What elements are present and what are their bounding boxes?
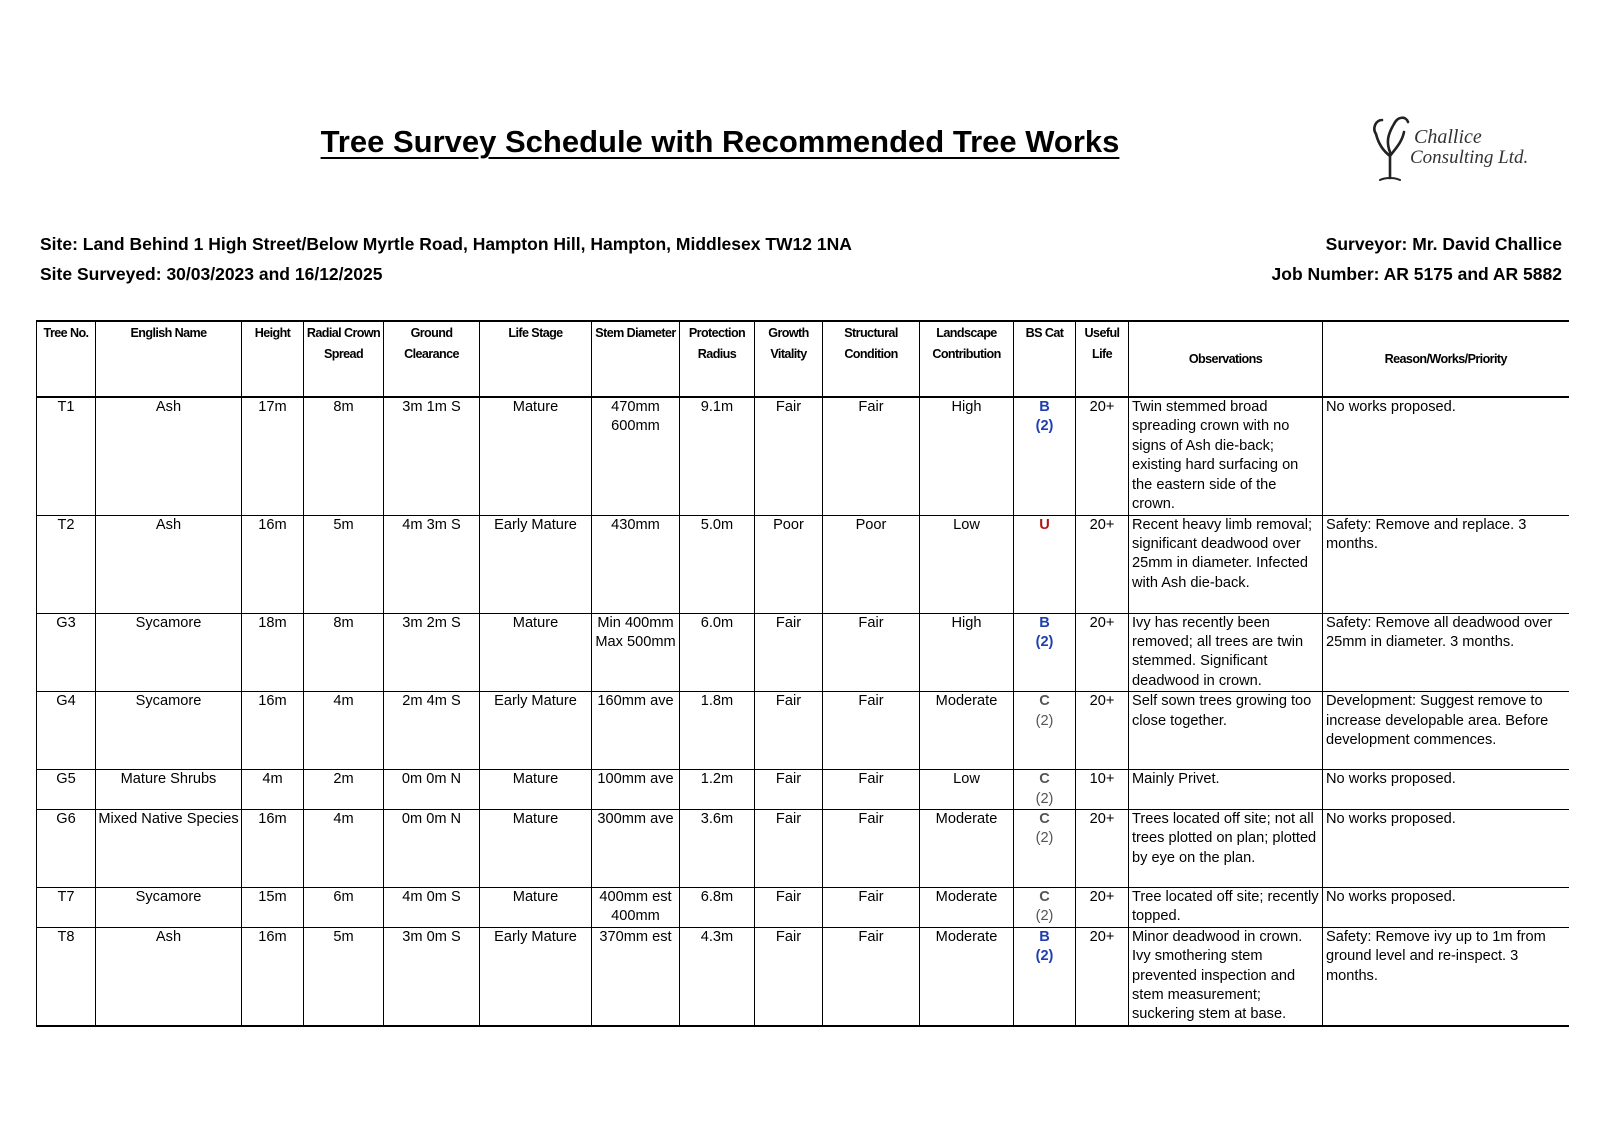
cell-life-stage: Early Mature [480, 692, 592, 770]
cell-life-stage: Mature [480, 809, 592, 887]
cell-structural-condition: Fair [823, 397, 920, 515]
cell-bs-cat [1014, 809, 1076, 887]
table-row [37, 770, 1569, 810]
cell-reason-works-priority: No works proposed. [1323, 397, 1569, 515]
cell-stem-diameter: 300mm ave [592, 809, 680, 887]
cell-landscape-contribution: Moderate [920, 927, 1014, 1026]
cell-life-stage: Early Mature [480, 515, 592, 613]
cell-radial-crown-spread: 2m [304, 770, 384, 810]
cell-structural-condition: Fair [823, 613, 920, 692]
cell-english-name: Ash [96, 927, 242, 1026]
cell-reason-works-priority: Safety: Remove all deadwood over 25mm in diameter. 3 months. [1323, 613, 1569, 692]
col-observations: Observations [1129, 321, 1323, 397]
cell-protection-radius: 3.6m [680, 809, 755, 887]
cell-radial-crown-spread: 6m [304, 887, 384, 927]
cell-life-stage: Early Mature [480, 927, 592, 1026]
cell-stem-diameter: 430mm [592, 515, 680, 613]
logo-line-2: Consulting Ltd. [1410, 147, 1529, 168]
cell-english-name: Ash [96, 515, 242, 613]
cell-protection-radius: 6.8m [680, 887, 755, 927]
cell-radial-crown-spread: 4m [304, 692, 384, 770]
cell-english-name: Sycamore [96, 692, 242, 770]
col-reason-works-priority: Reason/Works/Priority [1323, 321, 1569, 397]
cell-reason-works-priority: No works proposed. [1323, 887, 1569, 927]
bs-category: U [1039, 516, 1050, 533]
cell-bs-cat [1014, 515, 1076, 613]
col-growth-vitality: Growth Vitality [755, 321, 823, 397]
cell-useful-life: 20+ [1076, 397, 1129, 515]
cell-tree-no: T7 [37, 887, 96, 927]
table-header-row [37, 321, 1569, 397]
cell-observations: Minor deadwood in crown. Ivy smothering stem prevented inspection and stem measurement; suckering stem at base. [1129, 927, 1323, 1026]
cell-stem-diameter: 400mm est 400mm [592, 887, 680, 927]
cell-bs-cat [1014, 887, 1076, 927]
company-logo [1368, 112, 1548, 182]
cell-ground-clearance: 0m 0m N [384, 770, 480, 810]
bs-subcategory: (2) [1035, 633, 1054, 650]
cell-stem-diameter: 370mm est [592, 927, 680, 1026]
cell-observations: Trees located off site; not all trees plotted on plan; plotted by eye on the plan. [1129, 809, 1323, 887]
cell-protection-radius: 5.0m [680, 515, 755, 613]
cell-protection-radius: 6.0m [680, 613, 755, 692]
surveyor: Surveyor: Mr. David Challice [1325, 234, 1562, 254]
table-row [37, 397, 1569, 515]
cell-structural-condition: Fair [823, 692, 920, 770]
cell-stem-diameter: 100mm ave [592, 770, 680, 810]
page-title: Tree Survey Schedule with Recommended Tree Works [320, 124, 1120, 159]
cell-bs-cat [1014, 613, 1076, 692]
table-row [37, 692, 1569, 770]
cell-bs-cat [1014, 397, 1076, 515]
cell-useful-life: 10+ [1076, 770, 1129, 810]
cell-protection-radius: 1.8m [680, 692, 755, 770]
cell-english-name: Sycamore [96, 613, 242, 692]
cell-ground-clearance: 3m 2m S [384, 613, 480, 692]
cell-stem-diameter: 470mm 600mm [592, 397, 680, 515]
cell-height: 4m [242, 770, 304, 810]
cell-ground-clearance: 3m 1m S [384, 397, 480, 515]
cell-landscape-contribution: Low [920, 770, 1014, 810]
cell-height: 16m [242, 809, 304, 887]
cell-protection-radius: 9.1m [680, 397, 755, 515]
cell-growth-vitality: Poor [755, 515, 823, 613]
cell-tree-no: G3 [37, 613, 96, 692]
cell-observations: Twin stemmed broad spreading crown with no signs of Ash die-back; existing hard surfacing on the eastern side of the crown. [1129, 397, 1323, 515]
cell-english-name: Sycamore [96, 887, 242, 927]
cell-radial-crown-spread: 5m [304, 515, 384, 613]
col-bs-cat: BS Cat [1014, 321, 1076, 397]
cell-observations: Ivy has recently been removed; all trees are twin stemmed. Significant deadwood in crown. [1129, 613, 1323, 692]
col-useful-life: Useful Life [1076, 321, 1129, 397]
cell-structural-condition: Fair [823, 927, 920, 1026]
cell-english-name: Ash [96, 397, 242, 515]
bs-category: C [1039, 771, 1050, 788]
table-row [37, 887, 1569, 927]
cell-growth-vitality: Fair [755, 809, 823, 887]
site-address: Site: Land Behind 1 High Street/Below Myrtle Road, Hampton Hill, Hampton, Middlesex TW12 1NA [40, 234, 852, 254]
cell-protection-radius: 1.2m [680, 770, 755, 810]
bs-category: C [1039, 888, 1050, 905]
cell-landscape-contribution: High [920, 613, 1014, 692]
cell-landscape-contribution: Moderate [920, 809, 1014, 887]
col-protection-radius: Protection Radius [680, 321, 755, 397]
cell-english-name: Mature Shrubs [96, 770, 242, 810]
cell-landscape-contribution: Moderate [920, 887, 1014, 927]
cell-height: 16m [242, 927, 304, 1026]
table-row [37, 515, 1569, 613]
cell-radial-crown-spread: 8m [304, 397, 384, 515]
bs-category: C [1039, 810, 1050, 827]
cell-radial-crown-spread: 4m [304, 809, 384, 887]
cell-height: 18m [242, 613, 304, 692]
bs-subcategory: (2) [1035, 712, 1054, 729]
table-row [37, 809, 1569, 887]
cell-observations: Tree located off site; recently topped. [1129, 887, 1323, 927]
cell-ground-clearance: 2m 4m S [384, 692, 480, 770]
cell-landscape-contribution: Low [920, 515, 1014, 613]
cell-structural-condition: Poor [823, 515, 920, 613]
cell-reason-works-priority: No works proposed. [1323, 770, 1569, 810]
cell-bs-cat [1014, 692, 1076, 770]
bs-subcategory: (2) [1035, 418, 1054, 435]
site-surveyed-date: Site Surveyed: 30/03/2023 and 16/12/2025 [40, 264, 383, 284]
col-ground-clearance: Ground Clearance [384, 321, 480, 397]
cell-tree-no: T1 [37, 397, 96, 515]
cell-life-stage: Mature [480, 397, 592, 515]
cell-observations: Mainly Privet. [1129, 770, 1323, 810]
cell-observations: Recent heavy limb removal; significant deadwood over 25mm in diameter. Infected with Ash die-back. [1129, 515, 1323, 613]
cell-english-name: Mixed Native Species [96, 809, 242, 887]
col-life-stage: Life Stage [480, 321, 592, 397]
cell-tree-no: G6 [37, 809, 96, 887]
cell-useful-life: 20+ [1076, 887, 1129, 927]
cell-useful-life: 20+ [1076, 515, 1129, 613]
cell-life-stage: Mature [480, 613, 592, 692]
cell-radial-crown-spread: 5m [304, 927, 384, 1026]
bs-subcategory: (2) [1035, 908, 1054, 925]
cell-reason-works-priority: Safety: Remove ivy up to 1m from ground level and re-inspect. 3 months. [1323, 927, 1569, 1026]
col-landscape-contribution: Landscape Contribution [920, 321, 1014, 397]
table-row [37, 613, 1569, 692]
cell-observations: Self sown trees growing too close together. [1129, 692, 1323, 770]
cell-height: 16m [242, 515, 304, 613]
cell-growth-vitality: Fair [755, 927, 823, 1026]
cell-radial-crown-spread: 8m [304, 613, 384, 692]
cell-life-stage: Mature [480, 887, 592, 927]
logo-line-1: Challice [1414, 126, 1482, 148]
cell-height: 15m [242, 887, 304, 927]
col-radial-crown-spread: Radial Crown Spread [304, 321, 384, 397]
col-tree-no: Tree No. [37, 321, 96, 397]
cell-useful-life: 20+ [1076, 809, 1129, 887]
cell-reason-works-priority: Development: Suggest remove to increase developable area. Before development commences. [1323, 692, 1569, 770]
col-height: Height [242, 321, 304, 397]
cell-useful-life: 20+ [1076, 692, 1129, 770]
cell-reason-works-priority: Safety: Remove and replace. 3 months. [1323, 515, 1569, 613]
cell-ground-clearance: 3m 0m S [384, 927, 480, 1026]
cell-landscape-contribution: High [920, 397, 1014, 515]
cell-ground-clearance: 4m 0m S [384, 887, 480, 927]
cell-ground-clearance: 0m 0m N [384, 809, 480, 887]
cell-growth-vitality: Fair [755, 770, 823, 810]
bs-subcategory: (2) [1035, 790, 1054, 807]
bs-category: B [1039, 614, 1050, 631]
bs-category: B [1039, 928, 1050, 945]
cell-growth-vitality: Fair [755, 887, 823, 927]
cell-stem-diameter: Min 400mm Max 500mm [592, 613, 680, 692]
cell-ground-clearance: 4m 3m S [384, 515, 480, 613]
cell-useful-life: 20+ [1076, 927, 1129, 1026]
table-row [37, 927, 1569, 1026]
col-stem-diameter: Stem Diameter [592, 321, 680, 397]
job-number: Job Number: AR 5175 and AR 5882 [1271, 264, 1562, 284]
cell-useful-life: 20+ [1076, 613, 1129, 692]
bs-category: C [1039, 693, 1050, 710]
cell-tree-no: T2 [37, 515, 96, 613]
bs-subcategory: (2) [1035, 830, 1054, 847]
col-english-name: English Name [96, 321, 242, 397]
cell-tree-no: T8 [37, 927, 96, 1026]
cell-height: 16m [242, 692, 304, 770]
bs-subcategory: (2) [1035, 948, 1054, 965]
cell-bs-cat [1014, 927, 1076, 1026]
cell-growth-vitality: Fair [755, 692, 823, 770]
cell-life-stage: Mature [480, 770, 592, 810]
cell-tree-no: G5 [37, 770, 96, 810]
col-structural-condition: Structural Condition [823, 321, 920, 397]
cell-growth-vitality: Fair [755, 613, 823, 692]
bs-category: B [1039, 399, 1050, 415]
tree-icon [1374, 118, 1408, 180]
cell-structural-condition: Fair [823, 887, 920, 927]
cell-stem-diameter: 160mm ave [592, 692, 680, 770]
cell-landscape-contribution: Moderate [920, 692, 1014, 770]
cell-structural-condition: Fair [823, 770, 920, 810]
cell-reason-works-priority: No works proposed. [1323, 809, 1569, 887]
cell-protection-radius: 4.3m [680, 927, 755, 1026]
cell-bs-cat [1014, 770, 1076, 810]
cell-tree-no: G4 [37, 692, 96, 770]
tree-survey-table [36, 320, 1569, 1027]
cell-growth-vitality: Fair [755, 397, 823, 515]
cell-height: 17m [242, 397, 304, 515]
cell-structural-condition: Fair [823, 809, 920, 887]
